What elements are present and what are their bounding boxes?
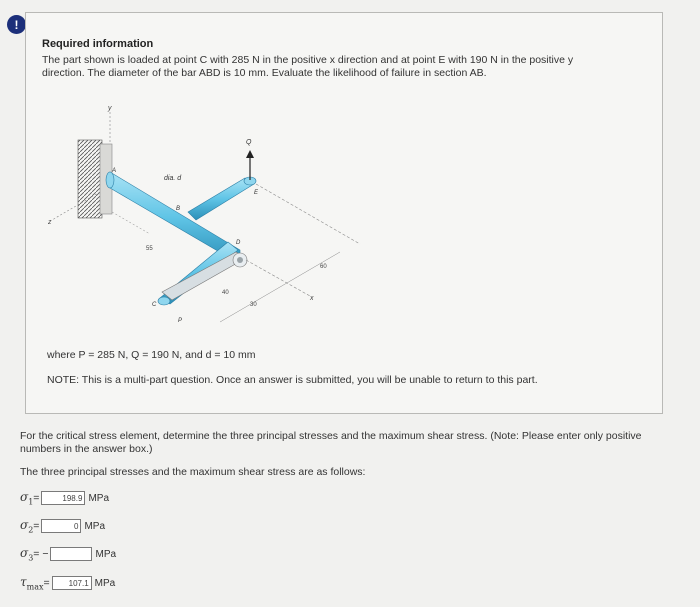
label-40: 40 xyxy=(222,290,229,296)
label-dia: dia. d xyxy=(164,175,182,182)
sigma2-unit: MPa xyxy=(84,520,105,532)
label-c: C xyxy=(152,302,157,308)
answer-row-sigma2 xyxy=(20,518,105,534)
multi-part-note: NOTE: This is a multi-part question. Once an answer is submitted, you will be unable to return to this part. xyxy=(47,374,538,386)
label-a: A xyxy=(112,168,117,174)
tau-max-unit: MPa xyxy=(94,577,116,589)
answer-row-sigma3 xyxy=(20,546,116,562)
question-prompt: For the critical stress element, determine the three principal stresses and the maximum shear stress. (Note: Please enter only positive numbers in the answer box.) xyxy=(20,430,642,455)
sigma1-eq: = xyxy=(33,492,40,505)
sigma3-symbol: $\sigma_3$ xyxy=(20,546,34,563)
z-axis-label: z xyxy=(48,219,52,226)
label-e: E xyxy=(254,190,259,196)
answer-subhead: The three principal stresses and the maximum shear stress are as follows: xyxy=(20,466,366,478)
sigma1-input[interactable]: 198.9 xyxy=(41,491,85,505)
dim-55-line xyxy=(112,212,150,234)
sigma1-symbol: $\sigma_1$ xyxy=(20,490,34,507)
label-d: D xyxy=(236,240,241,246)
wall-support xyxy=(78,140,102,218)
bar-end-a xyxy=(106,172,114,188)
answer-row-tau-max xyxy=(20,575,115,591)
given-values: where P = 285 N, Q = 190 N, and d = 10 mm xyxy=(47,349,256,361)
sigma2-symbol: $\sigma_2$ xyxy=(20,518,34,535)
y-axis-label: y xyxy=(108,105,112,112)
sigma2-input[interactable]: 0 xyxy=(41,519,81,533)
info-title: Required information xyxy=(42,38,154,50)
tau-max-eq: = xyxy=(43,577,50,590)
x-axis-label: x xyxy=(310,295,314,302)
label-55: 55 xyxy=(146,246,153,252)
force-q-arrowhead xyxy=(246,150,254,158)
problem-description: The part shown is loaded at point C with 285 N in the positive x direction and at point E with 190 N in the positive y direction. The diameter of the bar ABD is 10 mm. Evaluate the likelihood of failure in section AB. xyxy=(42,54,574,79)
tau-max-input[interactable]: 107.1 xyxy=(52,576,92,590)
label-30: 30 xyxy=(250,302,257,308)
sigma2-eq: = xyxy=(33,520,40,533)
mechanical-part-figure xyxy=(40,92,400,342)
label-p: P xyxy=(178,318,183,324)
x-axis-line xyxy=(246,260,310,296)
sigma3-input[interactable] xyxy=(50,547,92,561)
sigma3-eq: = − xyxy=(33,548,49,561)
x-dim-line-1 xyxy=(256,184,360,244)
pin-d-hole xyxy=(237,257,243,263)
answer-row-sigma1 xyxy=(20,490,109,506)
sigma3-unit: MPa xyxy=(95,548,117,560)
alert-icon: ! xyxy=(7,15,26,34)
label-60: 60 xyxy=(320,264,327,270)
label-b: B xyxy=(176,206,181,212)
arm-to-e xyxy=(188,178,254,220)
arm-end-c xyxy=(158,297,170,305)
label-q: Q xyxy=(246,139,252,146)
tau-max-symbol: $\tau_{max}$ xyxy=(20,575,44,592)
sigma1-unit: MPa xyxy=(88,492,109,504)
